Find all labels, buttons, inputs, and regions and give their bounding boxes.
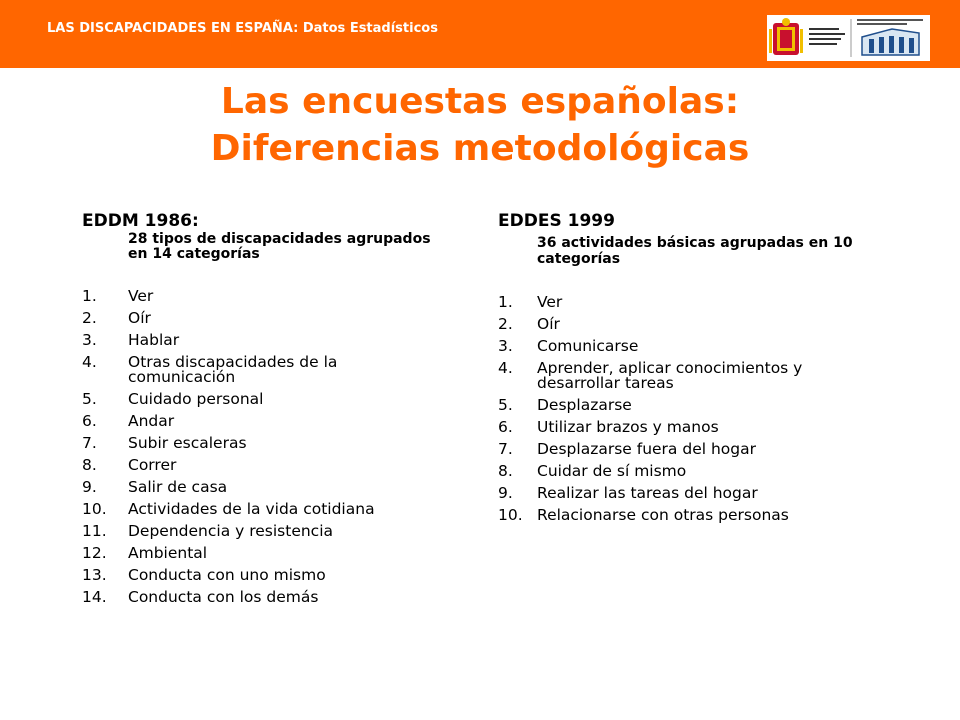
list-item-number: 7. [82, 434, 97, 452]
list-item [82, 498, 442, 520]
list-item-number: 10. [498, 506, 523, 524]
list-item [82, 307, 442, 329]
list-item-number: 5. [82, 390, 97, 408]
list-item-number: 1. [498, 293, 513, 311]
list-item [82, 586, 442, 608]
left-category-list [82, 285, 442, 608]
list-item-label: Actividades de la vida cotidiana [128, 500, 375, 518]
list-item-label: Conducta con los demás [128, 588, 319, 606]
slide-title-line-2: Diferencias metodológicas [210, 128, 750, 169]
list-item [498, 438, 878, 460]
list-item-label: Otras discapacidades de la comunicación [128, 353, 338, 386]
list-item [498, 357, 878, 394]
list-item-number: 6. [82, 412, 97, 430]
list-item [498, 416, 878, 438]
list-item-label: Dependencia y resistencia [128, 522, 334, 540]
right-subheading: 36 actividades básicas agrupadas en 10 categorías [537, 235, 853, 267]
list-item-number: 3. [82, 331, 97, 349]
list-item-number: 14. [82, 588, 107, 606]
list-item-label: Andar [128, 412, 175, 430]
list-item [82, 432, 442, 454]
list-item-label: Aprender, aplicar conocimientos y desarrollar tareas [537, 359, 803, 392]
slide-title-line-1: Las encuestas españolas: [220, 81, 740, 122]
ministry-logos-icon [767, 15, 930, 61]
coat-of-arms-icon [769, 18, 803, 55]
list-item-label: Oír [128, 309, 151, 327]
list-item-label: Cuidado personal [128, 390, 264, 408]
list-item [82, 285, 442, 307]
list-item-number: 10. [82, 500, 107, 518]
list-item-number: 6. [498, 418, 513, 436]
list-item-number: 8. [82, 456, 97, 474]
right-heading: EDDES 1999 [498, 211, 615, 231]
list-item-number: 5. [498, 396, 513, 414]
list-item-number: 12. [82, 544, 107, 562]
right-category-list [498, 291, 878, 526]
list-item [82, 520, 442, 542]
list-item [498, 482, 878, 504]
list-item [498, 335, 878, 357]
list-item-number: 9. [82, 478, 97, 496]
slide-title [0, 78, 960, 172]
list-item [498, 394, 878, 416]
list-item [498, 313, 878, 335]
list-item [498, 291, 878, 313]
list-item-label: Relacionarse con otras personas [537, 506, 789, 524]
left-column [82, 211, 442, 608]
list-item [82, 476, 442, 498]
list-item-label: Ver [537, 293, 563, 311]
list-item-label: Ver [128, 287, 154, 305]
list-item-number: 9. [498, 484, 513, 502]
right-column [498, 211, 878, 526]
left-subheading: 28 tipos de discapacidades agrupados en 14 categorías [128, 231, 431, 262]
list-item-label: Subir escaleras [128, 434, 247, 452]
list-item-number: 2. [498, 315, 513, 333]
list-item [82, 329, 442, 351]
list-item [82, 351, 442, 388]
list-item [82, 410, 442, 432]
list-item-label: Desplazarse [537, 396, 632, 414]
list-item-number: 4. [498, 359, 513, 377]
list-item [498, 460, 878, 482]
ministry-text-mark [809, 28, 845, 45]
list-item-number: 1. [82, 287, 97, 305]
list-item-label: Salir de casa [128, 478, 228, 496]
list-item-label: Realizar las tareas del hogar [537, 484, 758, 502]
left-heading: EDDM 1986: [82, 211, 199, 231]
list-item-number: 4. [82, 353, 97, 371]
list-item [82, 542, 442, 564]
list-item-label: Correr [128, 456, 177, 474]
list-item-number: 8. [498, 462, 513, 480]
list-item-label: Hablar [128, 331, 180, 349]
list-item [82, 454, 442, 476]
list-item [82, 388, 442, 410]
list-item-label: Utilizar brazos y manos [537, 418, 719, 436]
list-item [82, 564, 442, 586]
list-item-number: 13. [82, 566, 107, 584]
list-item-label: Oír [537, 315, 560, 333]
real-patronato-logo [857, 19, 923, 55]
list-item-number: 3. [498, 337, 513, 355]
list-item-label: Comunicarse [537, 337, 639, 355]
list-item-number: 2. [82, 309, 97, 327]
list-item-number: 7. [498, 440, 513, 458]
list-item-label: Desplazarse fuera del hogar [537, 440, 756, 458]
list-item-label: Cuidar de sí mismo [537, 462, 687, 480]
list-item [498, 504, 878, 526]
header-title: LAS DISCAPACIDADES EN ESPAÑA: Datos Estadísticos [47, 21, 438, 36]
logo-box [767, 15, 930, 61]
list-item-number: 11. [82, 522, 107, 540]
list-item-label: Conducta con uno mismo [128, 566, 326, 584]
list-item-label: Ambiental [128, 544, 208, 562]
header-bar [0, 0, 960, 68]
